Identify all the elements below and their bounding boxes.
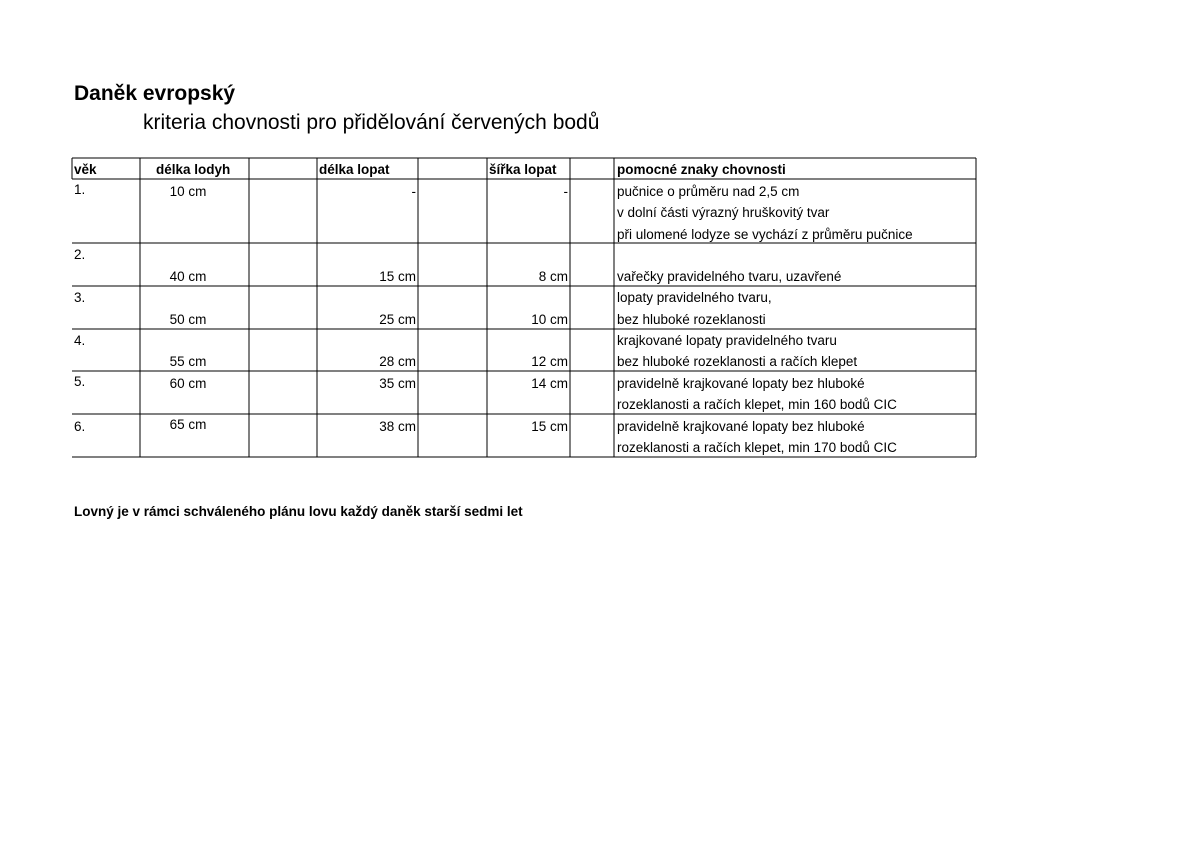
row4-delka-lodyh: 55 cm (169, 354, 207, 369)
row2-znak-1: vařečky pravidelného tvaru, uzavřené (617, 269, 842, 284)
row6-delka-lopat: 38 cm (379, 419, 416, 434)
row4-delka-lopat: 28 cm (379, 354, 416, 369)
row1-sirka-lopat: - (563, 184, 568, 199)
row6-znak-1: pravidelně krajkované lopaty bez hluboké (617, 419, 865, 434)
header-delka-lopat: délka lopat (319, 162, 390, 177)
header-sirka-lopat: šířka lopat (489, 162, 557, 177)
row5-sirka-lopat: 14 cm (531, 376, 568, 391)
row2-delka-lopat: 15 cm (379, 269, 416, 284)
row3-delka-lodyh: 50 cm (169, 312, 207, 327)
row3-age: 3. (74, 290, 86, 305)
header-pomocne-znaky: pomocné znaky chovnosti (617, 162, 786, 177)
row6-delka-lodyh: 65 cm (169, 417, 207, 432)
row3-znak-1: lopaty pravidelného tvaru, (617, 290, 772, 305)
header-delka-lodyh: délka lodyh (156, 162, 231, 177)
row1-delka-lopat: - (411, 184, 416, 199)
footer-note: Lovný je v rámci schváleného plánu lovu každý daněk starší sedmi let (74, 504, 523, 519)
row1-znak-3: při ulomené lodyze se vychází z průměru pučnice (617, 227, 913, 242)
row1-znak-2: v dolní části výrazný hruškovitý tvar (617, 205, 830, 220)
row2-delka-lodyh: 40 cm (169, 269, 207, 284)
row5-znak-2: rozeklanosti a račích klepet, min 160 bodů CIC (617, 397, 897, 412)
row4-sirka-lopat: 12 cm (531, 354, 568, 369)
row5-delka-lopat: 35 cm (379, 376, 416, 391)
row5-delka-lodyh: 60 cm (169, 376, 207, 391)
row6-sirka-lopat: 15 cm (531, 419, 568, 434)
row6-age: 6. (74, 419, 86, 434)
row3-delka-lopat: 25 cm (379, 312, 416, 327)
row4-znak-2: bez hluboké rozeklanosti a račích klepet (617, 354, 858, 369)
row2-sirka-lopat: 8 cm (538, 269, 568, 284)
row4-age: 4. (74, 333, 86, 348)
row6-znak-2: rozeklanosti a račích klepet, min 170 bodů CIC (617, 440, 897, 455)
row3-sirka-lopat: 10 cm (531, 312, 568, 327)
row3-znak-2: bez hluboké rozeklanosti (617, 312, 766, 327)
row1-delka-lodyh: 10 cm (169, 184, 207, 199)
page-title: Daněk evropský (74, 82, 236, 105)
row1-znak-1: pučnice o průměru nad 2,5 cm (617, 184, 800, 199)
header-age: věk (74, 162, 97, 177)
row5-age: 5. (74, 374, 86, 389)
page-subtitle: kriteria chovnosti pro přidělování červených bodů (143, 111, 600, 134)
row4-znak-1: krajkované lopaty pravidelného tvaru (617, 333, 837, 348)
row2-age: 2. (74, 247, 86, 262)
row1-age: 1. (74, 182, 86, 197)
row5-znak-1: pravidelně krajkované lopaty bez hluboké (617, 376, 865, 391)
